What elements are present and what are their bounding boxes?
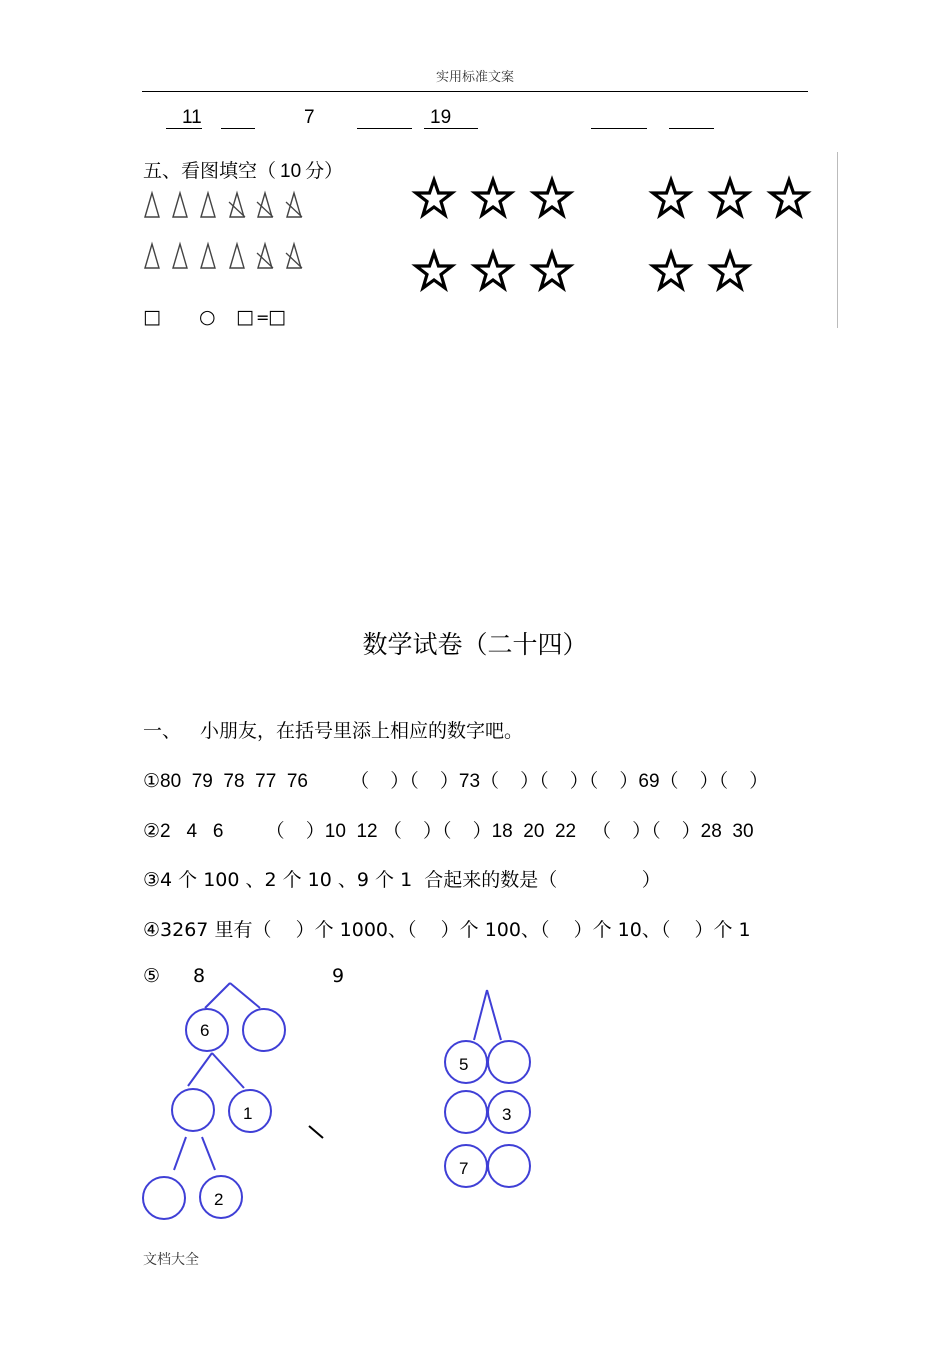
section5-score-unit: 分） — [305, 160, 344, 182]
footer-text: 文档大全 — [143, 1252, 199, 1268]
exam-title: 数学试卷（二十四） — [362, 630, 588, 659]
star-icon — [416, 180, 452, 215]
tree-circle — [172, 1089, 214, 1131]
tree-root-right: 9 — [332, 965, 345, 987]
formula-circle: ○ — [199, 306, 216, 328]
triangle-icon — [145, 193, 159, 217]
tree-root-left: 8 — [193, 965, 206, 987]
question-marker: ④ — [143, 919, 161, 941]
cross-out-mark — [229, 202, 245, 217]
tree-circle — [488, 1145, 530, 1187]
triangle-icon — [173, 193, 187, 217]
cross-out-mark — [257, 202, 273, 217]
star-icon — [475, 180, 511, 215]
blank-value-19: 19 — [430, 107, 452, 128]
question-4 — [143, 915, 751, 942]
tree-circle — [488, 1041, 530, 1083]
star-icon — [712, 180, 748, 215]
blank-value-7: 7 — [304, 107, 315, 128]
question-1 — [143, 766, 768, 793]
question-text: 3267 里有（ ）个 1000、（ ）个 100、（ ）个 10、（ ）个 1 — [160, 919, 751, 941]
triangle-icon — [145, 244, 159, 268]
formula-box-1: □ — [143, 306, 161, 328]
star-icon — [534, 253, 570, 288]
tree-left-value-6: 6 — [200, 1021, 210, 1040]
number-tree-right — [445, 990, 530, 1187]
question-marker: ① — [143, 770, 161, 792]
star-row-2 — [416, 253, 748, 288]
blank-value-11: 11 — [182, 107, 202, 128]
tree-right-value-3: 3 — [502, 1105, 512, 1124]
triangle-row-1 — [145, 193, 302, 217]
question-text: 2 4 6 （ ）10 12 （ ）（ ）18 20 22 （ ）（ ）28 30 — [160, 821, 754, 842]
question-text: 80 79 78 77 76 （ ）（ ）73（ ）（ ）（ ）69（ ）（ ） — [160, 771, 769, 792]
triangle-icon — [230, 244, 244, 268]
section5-title-text: 五、看图填空（ — [143, 160, 277, 182]
section5-score: 10 — [280, 161, 302, 182]
triangle-row-2 — [145, 244, 302, 268]
star-icon — [712, 253, 748, 288]
star-icon — [475, 253, 511, 288]
cross-out-mark — [257, 253, 273, 268]
header-title: 实用标准文案 — [435, 70, 514, 85]
cross-out-mark — [286, 202, 302, 217]
star-icon — [653, 253, 689, 288]
tree-circle — [243, 1009, 285, 1051]
triangle-icon — [201, 193, 215, 217]
star-icon — [771, 180, 807, 215]
question-marker: ③ — [143, 869, 161, 891]
formula-equals: = — [256, 308, 270, 327]
tree-circle — [143, 1177, 185, 1219]
triangle-icon — [173, 244, 187, 268]
star-row-1 — [416, 180, 807, 215]
question-marker: ② — [143, 820, 161, 842]
tree-right-value-7: 7 — [459, 1159, 469, 1178]
star-icon — [534, 180, 570, 215]
separator-mark — [309, 1126, 323, 1138]
section1-number: 一、 — [143, 720, 182, 742]
number-tree-left — [143, 983, 285, 1219]
question-5-marker: ⑤ — [143, 965, 161, 987]
tree-circle — [445, 1091, 487, 1133]
star-icon — [416, 253, 452, 288]
tree-right-value-5: 5 — [459, 1055, 469, 1074]
tree-left-value-1: 1 — [243, 1104, 253, 1123]
question-3 — [143, 865, 661, 892]
section1-instruction: 小朋友，在括号里添上相应的数字吧。 — [200, 720, 524, 742]
formula-box-3: □ — [268, 306, 286, 328]
triangle-icon — [201, 244, 215, 268]
question-2 — [143, 816, 754, 843]
question-text: 4 个 100 、2 个 10 、9 个 1 合起来的数是（ ） — [160, 869, 661, 891]
star-icon — [653, 180, 689, 215]
tree-left-value-2: 2 — [214, 1190, 224, 1209]
cross-out-mark — [286, 253, 302, 268]
formula-box-2: □ — [236, 306, 254, 328]
